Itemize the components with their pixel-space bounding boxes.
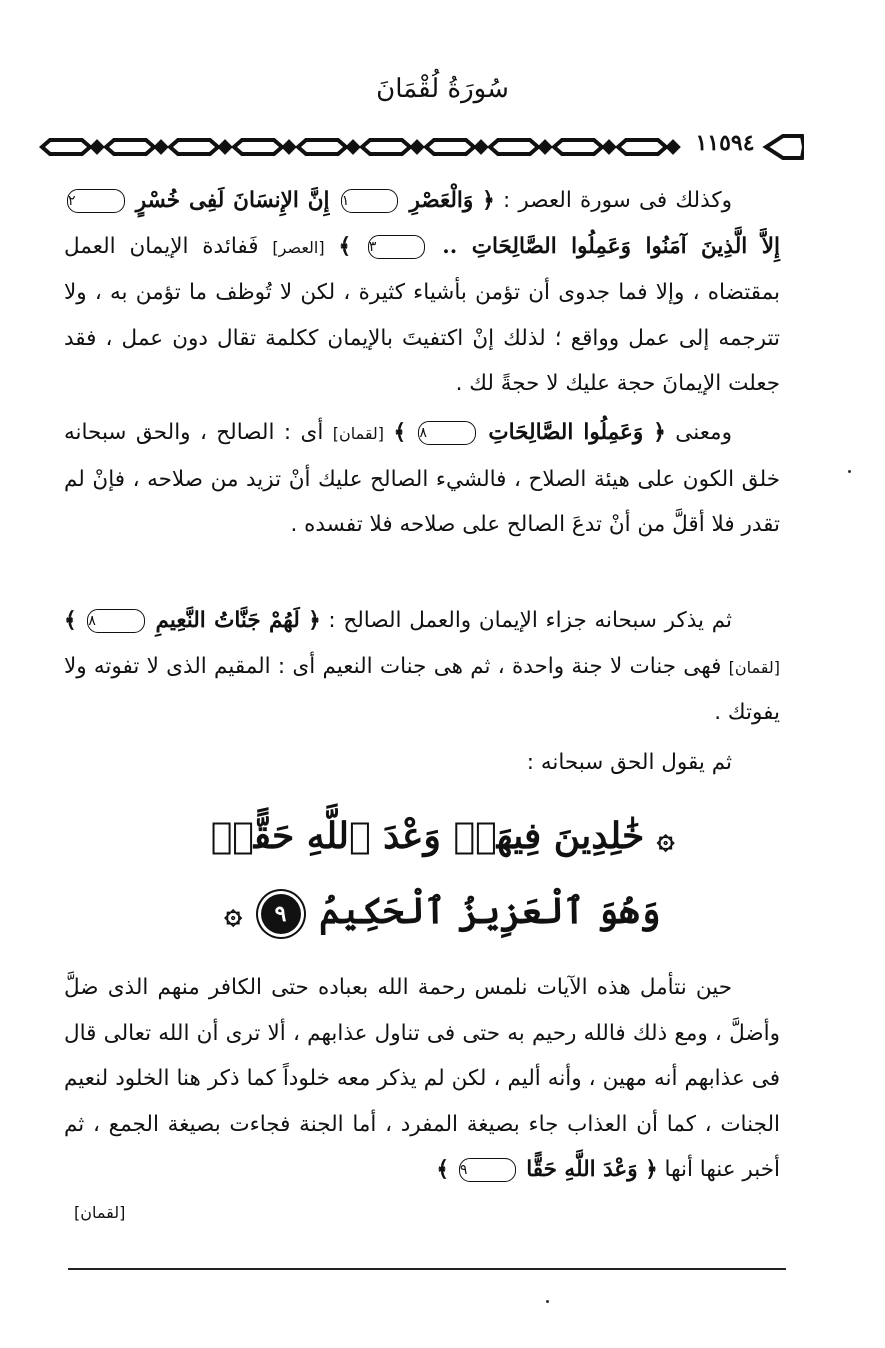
- chain-diamond: [348, 142, 358, 152]
- verse-open-ornament-icon: ۞: [656, 821, 675, 856]
- chain-link: [426, 140, 474, 154]
- quran-quote: ﴿ وَعَمِلُوا الصَّالِحَاتِ: [488, 420, 666, 445]
- footer-rule: [68, 1268, 786, 1270]
- quran-quote: إِلاَّ الَّذِينَ آمَنُوا وَعَمِلُوا الصَّالِحَاتِ ..: [442, 233, 780, 259]
- chain-diamond: [412, 142, 422, 152]
- verse-line-2: [0, 875, 885, 950]
- verse-line-1: [0, 800, 885, 875]
- quote-close: ﴾: [338, 233, 352, 259]
- surah-title: سُورَةُ لُقْمَانَ: [376, 74, 509, 104]
- quran-quote: ﴿ لَهُمْ جَنَّاتُ النَّعِيمِ: [155, 608, 321, 633]
- paragraph-meaning: [64, 410, 780, 548]
- chain-link: [554, 140, 602, 154]
- chain-diamond: [540, 142, 550, 152]
- ayah-number: ٢: [67, 189, 125, 213]
- verse-close-ornament-icon: ۞: [224, 896, 242, 931]
- paragraph-intro-verse: [64, 740, 780, 786]
- chain-link: [490, 140, 538, 154]
- text-span: أى : الصالح ، والحق سبحانه خلق الكون على هيئة الصلاح ، فالشيء الصالح عليك أنْ تزيد من صلاحه ، فإنْ لم تقدر فلا أقلَّ من أنْ تدعَ الصالح على صلاحه فلا تفسده .: [64, 420, 780, 537]
- ayah-number: ٨: [418, 421, 476, 445]
- quote-close: ﴾: [64, 608, 77, 633]
- surah-reference: [لقمان]: [74, 1203, 126, 1222]
- quote-close: ﴾: [436, 1157, 450, 1182]
- verse-text: وَهُوَ ٱلْعَزِيزُ ٱلْحَكِيمُ: [319, 890, 661, 932]
- quote-close: ﴾: [393, 420, 407, 445]
- page-number: ١١٥٩٤: [690, 130, 760, 156]
- ayah-number: ٣: [368, 235, 426, 259]
- paragraph-asr: [64, 178, 780, 407]
- surah-reference: [لقمان]: [332, 424, 385, 443]
- chain-link: [362, 140, 410, 154]
- chain-link: [42, 140, 90, 154]
- text-span: فَفائدة الإيمان العمل بمقتضاه ، وإلا فما جدوى أن تؤمن بأشياء كثيرة ، لكن لا تُوظف ما تؤمن به ، ولا تترجمه إلى عمل وواقع ؛ لذلك إنْ اكتفيتَ بالإيمان ككلمة تقال دون عمل ، فقد جعلت الإيمانَ حجة عليك لا حجةً لك .: [64, 233, 780, 396]
- quran-verse-block: [0, 800, 885, 950]
- text-span: حين نتأمل هذه الآيات نلمس رحمة الله بعباده حتى الكافر منهم الذى ضلَّ وأضلَّ ، ومع ذلك فالله رحيم به حتى فى تناول عذابهم ، ألا ترى أن الله تعالى قال فى عذابهم أنه مهين ، وأنه أليم ، لكن لم يذكر معه خلوداً كما ذكر هنا الخلود لنعيم الجنات ، كما أن العذاب جاء بصيغة المفرد ، أما الجنة فجاءت بصيغة الجمع ، ثم أخبر عنها أنها: [64, 975, 780, 1182]
- chain-link: [106, 140, 154, 154]
- text-span: وكذلك فى سورة العصر :: [502, 188, 732, 213]
- chain-link: [618, 140, 666, 154]
- scan-speck: [848, 470, 851, 473]
- quran-quote: ﴿ وَعْدَ اللَّهِ حَقًّا: [526, 1157, 658, 1182]
- text-span: فهى جنات لا جنة واحدة ، ثم هى جنات النعيم أى : المقيم الذى لا تفوته ولا يفوتك .: [64, 653, 780, 725]
- text-span: ومعنى: [675, 420, 732, 445]
- quran-quote: إِنَّ الإِنسَانَ لَفِى خُسْرٍ: [135, 188, 330, 213]
- text-span: ثم يذكر سبحانه جزاء الإيمان والعمل الصالح :: [328, 608, 732, 633]
- ayah-number: ٨: [87, 609, 145, 633]
- chain-diamond: [668, 142, 678, 152]
- paragraph-reflection: [64, 965, 780, 1193]
- ayah-number: ٩: [459, 1158, 517, 1182]
- chain-diamond: [92, 142, 102, 152]
- chain-diamond: [284, 142, 294, 152]
- chain-link: [234, 140, 282, 154]
- verse-number-medallion: ٩: [261, 894, 301, 934]
- chain-link: [170, 140, 218, 154]
- verse-text: خَٰلِدِينَ فِيهَاۚ وَعْدَ ٱللَّهِ حَقًّاۚ: [210, 815, 645, 857]
- chain-diamond: [476, 142, 486, 152]
- quran-quote: ﴿ وَالْعَصْرِ: [409, 188, 495, 213]
- surah-reference: [لقمان]: [728, 657, 780, 677]
- scan-speck: [546, 1300, 549, 1303]
- paragraph-reward: [64, 598, 780, 736]
- chain-diamond: [156, 142, 166, 152]
- chain-diamond: [604, 142, 614, 152]
- chain-diamond: [220, 142, 230, 152]
- surah-reference: [العصر]: [272, 237, 325, 257]
- ayah-number: ١: [341, 189, 399, 213]
- chain-link: [298, 140, 346, 154]
- text-span: ثم يقول الحق سبحانه :: [526, 750, 732, 775]
